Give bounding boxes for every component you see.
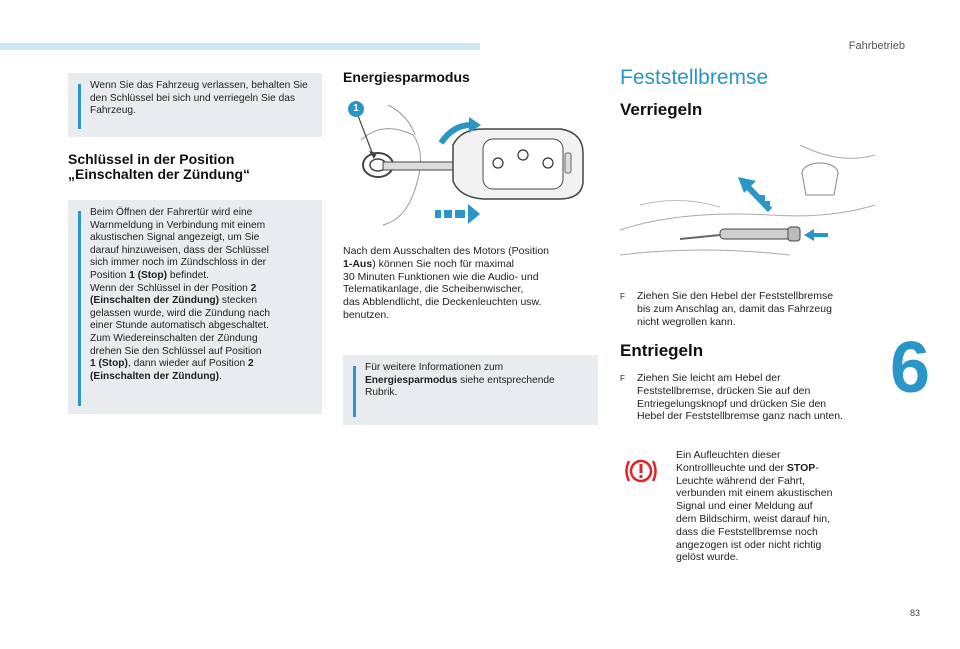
bullet-icon: F (620, 292, 625, 301)
warning-text: Ein Aufleuchten dieser Kontrollleuchte und der STOP- Leuchte während der Fahrt, verbunden mit einem akustischen Signal und einer Meldung auf dem Bildschirm, weist darauf hin, dass die Feststellbremse noch angezogen ist oder nicht richtig gelöst wurde. (676, 449, 833, 564)
parking-brake-illustration (620, 135, 875, 280)
page-number: 83 (910, 608, 921, 618)
callout-badge: 1 (348, 101, 364, 117)
lock-instruction: F Ziehen Sie den Hebel der Feststellbremse bis zum Anschlag an, damit das Fahrzeug nicht wegrollen kann. (620, 290, 834, 328)
info-box-energy: Für weitere Informationen zum Energiesparmodus siehe entsprechende Rubrik. (343, 355, 598, 425)
info-icon (353, 363, 356, 417)
heading-key-ignition (68, 152, 322, 182)
header-accent-bar (0, 43, 480, 50)
heading-line-1: Schlüssel in der Position (68, 151, 235, 167)
section-label: Fahrbetrieb (848, 40, 905, 52)
page-title-parking-brake: Feststellbremse (620, 66, 769, 89)
heading-line-2: „Einschalten der Zündung“ (68, 166, 251, 182)
energy-paragraph: Nach dem Ausschalten des Motors (Position 1-Aus) können Sie noch für maximal 30 Minuten Funktionen wie die Audio- und Telematikanlage, die Scheibenwischer, das Abblendlicht, die Deckenleuchten usw. benutzen. (343, 245, 550, 321)
info-icon (78, 81, 81, 129)
key-illustration (343, 95, 598, 235)
unlock-instruction: F Ziehen Sie leicht am Hebel der Feststellbremse, drücken Sie auf den Entriegelungsknopf und drücken Sie den Hebel der Feststellbremse ganz nach unten. (620, 372, 844, 423)
info-text: Wenn Sie das Fahrzeug verlassen, behalten Sie den Schlüssel bei sich und verriegeln Sie das Fahrzeug. (90, 80, 308, 117)
heading-unlock: Entriegeln (620, 341, 704, 360)
heading-lock: Verriegeln (620, 100, 703, 119)
chapter-number: 6 (890, 328, 931, 408)
bullet-icon: F (620, 374, 625, 383)
info-box-ignition: Beim Öffnen der Fahrertür wird eine Warnmeldung in Verbindung mit einem akustischen Signal angezeigt, um Sie darauf hinzuweisen, dass der Schlüssel sich immer noch im Zündschloss in der Position 1 (Stop) befindet. Wenn der Schlüssel in der Position 2 (Einschalten der Zündung) stecken gelassen wurde, wird die Zündung nach einer Stunde automatisch abgeschaltet. Zum Wiedereinschalten der Zündung drehen Sie den Schlüssel auf Position 1 (Stop), dann wieder auf Position 2 (Einschalten der Zündung). (68, 200, 322, 414)
brake-warning-icon (623, 456, 659, 486)
info-icon (78, 208, 81, 406)
info-box-leave-vehicle (68, 73, 322, 137)
heading-energy-saving: Energiesparmodus (343, 69, 470, 85)
